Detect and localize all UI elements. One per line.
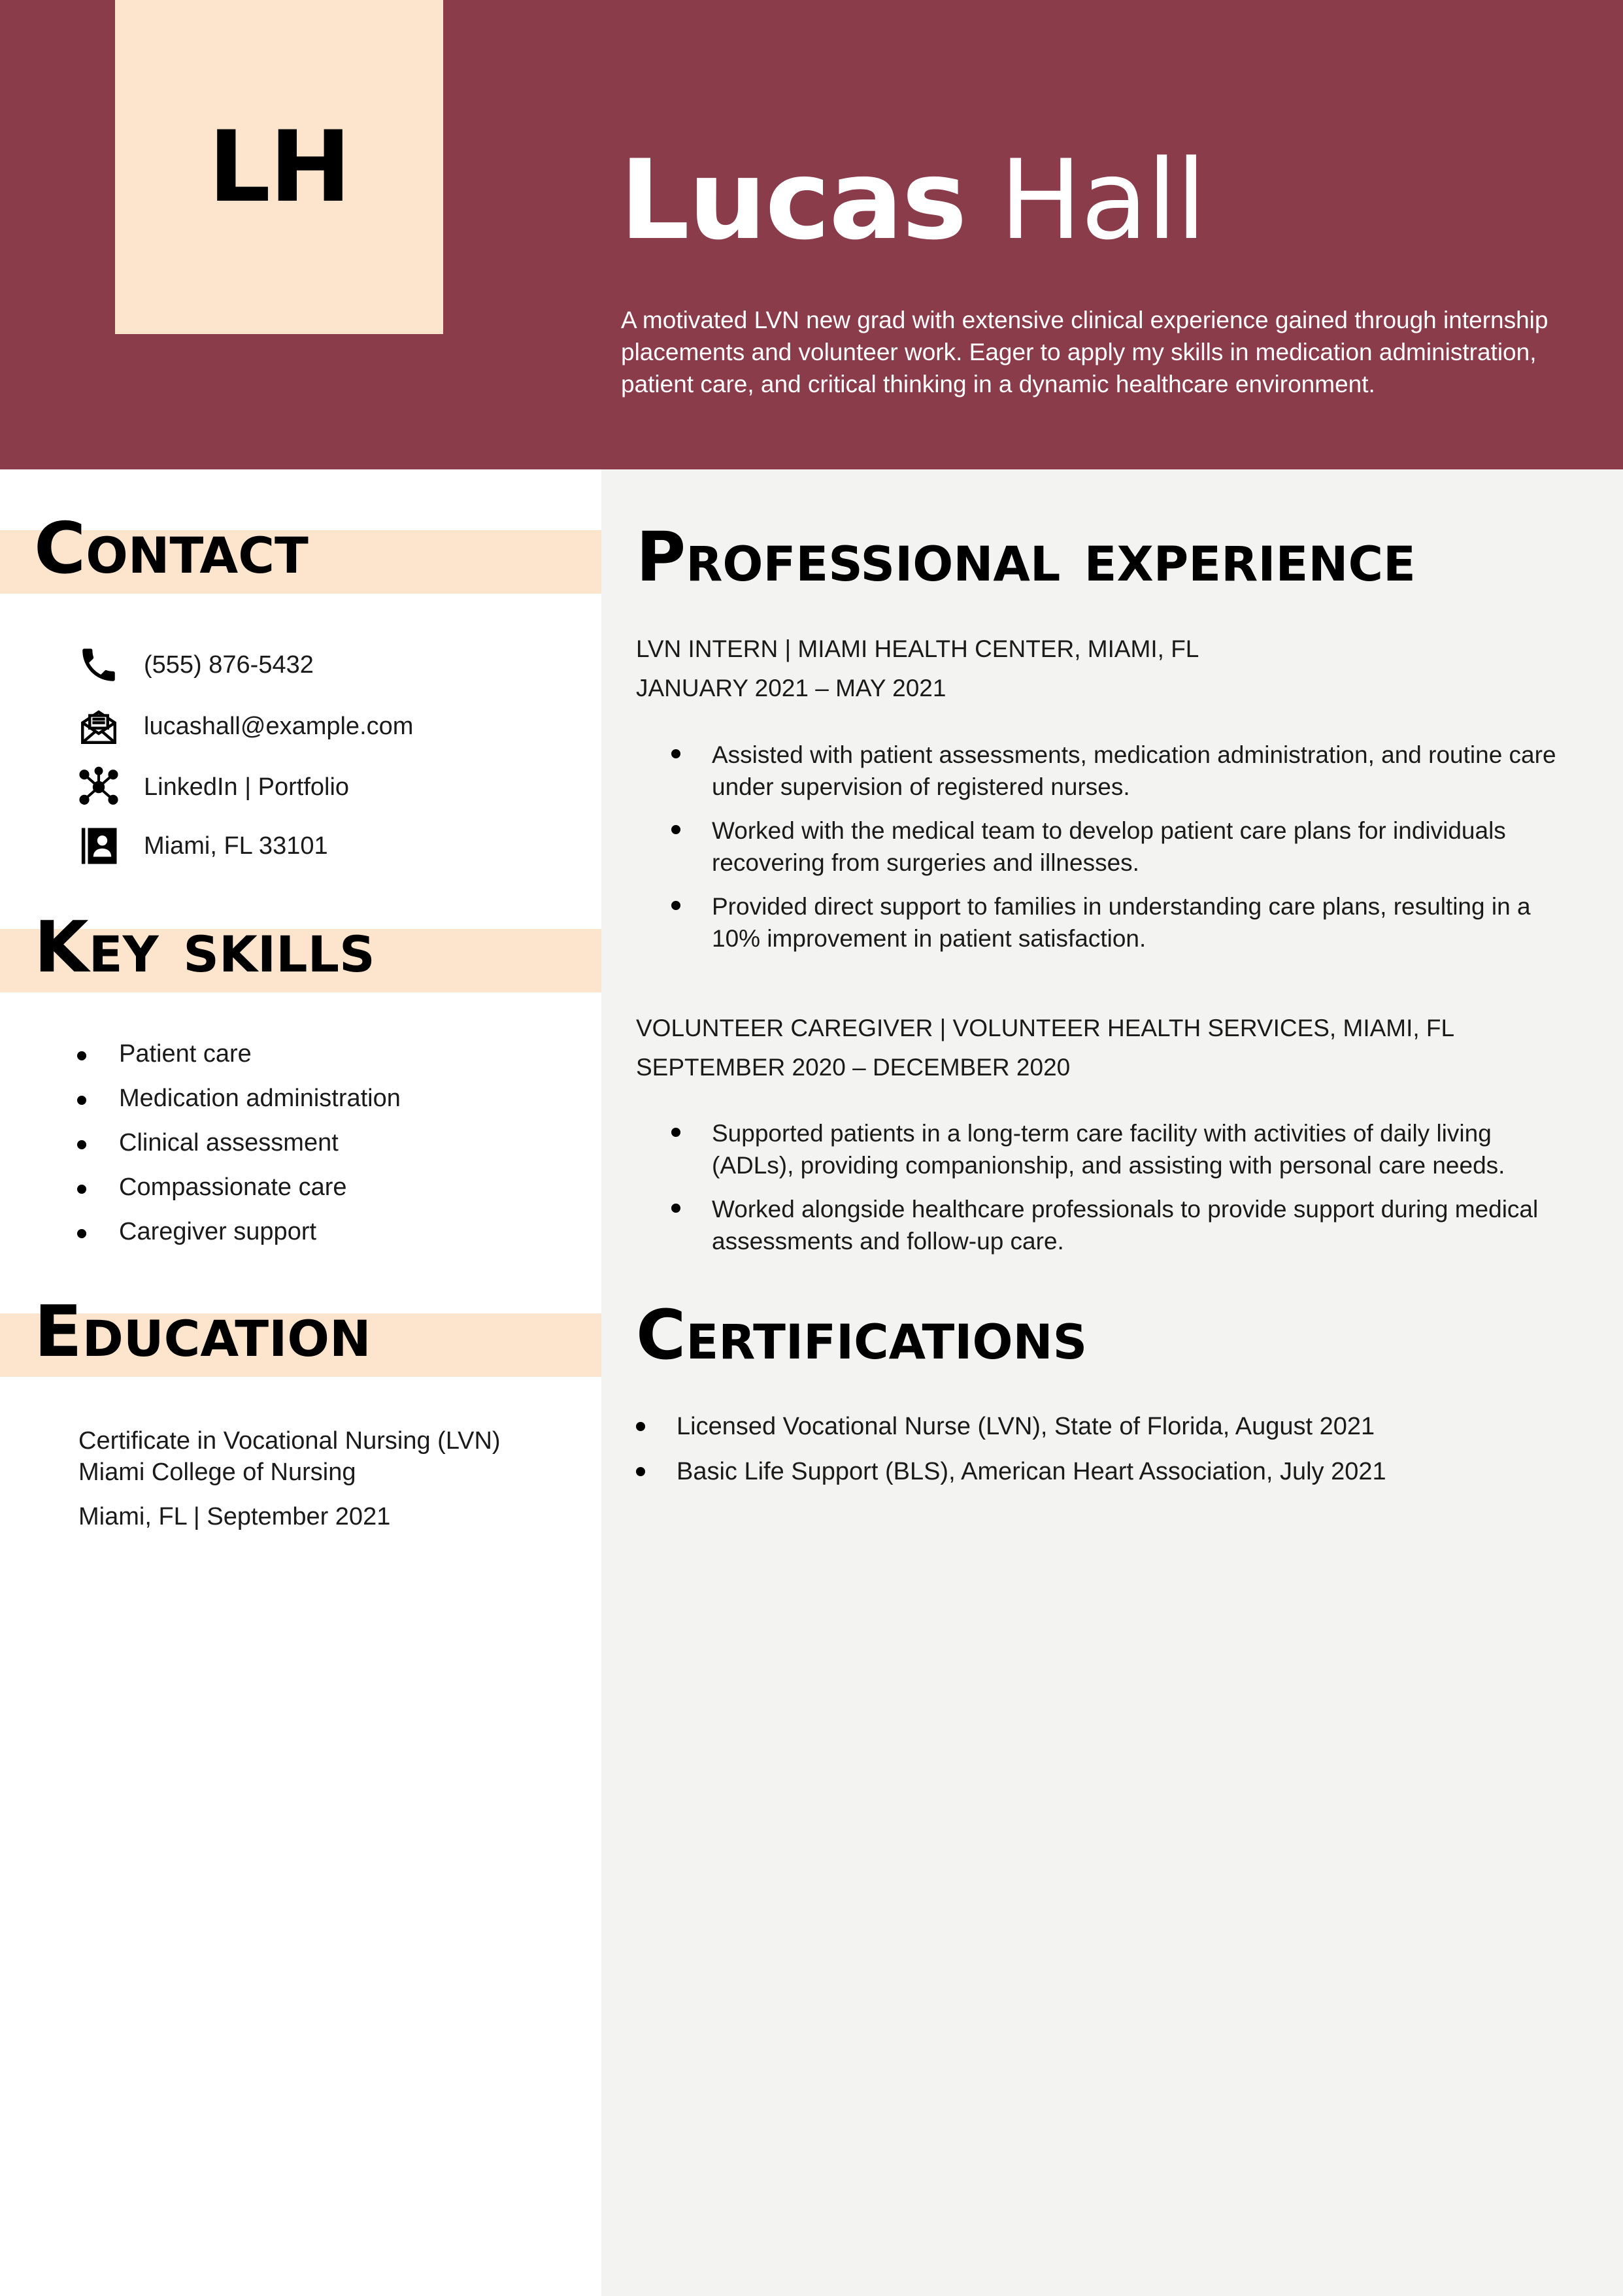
profile-summary: A motivated LVN new grad with extensive clinical experience gained through internship placements and volunteer work. Eager to apply my skills in medication administration, patient care, and critical thinking in a dynamic healthcare environment. <box>621 307 1548 397</box>
contact-phone <box>77 645 314 684</box>
list-item: Clinical assessment <box>77 1129 401 1173</box>
monogram: LH <box>208 110 350 224</box>
first-name: Lucas <box>620 136 966 264</box>
education-location-date: Miami, FL | September 2021 <box>78 1503 391 1530</box>
job-2-dates: SEPTEMBER 2020 – DECEMBER 2020 <box>636 1054 1071 1081</box>
experience-title: Professional experience <box>636 517 1416 597</box>
certifications-title: Certifications <box>636 1295 1088 1375</box>
job-1-dates: JANUARY 2021 – MAY 2021 <box>636 675 946 701</box>
contact-card-icon <box>77 824 120 868</box>
job-2-role: VOLUNTEER CAREGIVER | VOLUNTEER HEALTH SERVICES, MIAMI, FL <box>636 1015 1455 1041</box>
list-item: Basic Life Support (BLS), American Heart Association, July 2021 <box>636 1456 1590 1488</box>
list-item: Provided direct support to families in understanding care plans, resulting in a 10% improvement in patient satisfaction. <box>636 890 1577 954</box>
contact-email <box>77 707 413 746</box>
job-1-bullets <box>636 739 1577 966</box>
contact-links <box>77 768 349 807</box>
skills-heading-band <box>0 907 601 992</box>
list-item: Worked alongside healthcare professionals to provide support during medical assessments and follow-up care. <box>636 1193 1577 1257</box>
contact-title: Contact <box>34 508 309 590</box>
education-heading-band <box>0 1291 601 1377</box>
list-item: Caregiver support <box>77 1218 401 1262</box>
last-name: Hall <box>999 136 1205 264</box>
links-text[interactable]: LinkedIn | Portfolio <box>144 773 350 801</box>
contact-location <box>77 826 328 866</box>
list-item: Licensed Vocational Nurse (LVN), State of Florida, August 2021 <box>636 1411 1590 1443</box>
envelope-icon <box>77 705 120 748</box>
job-1-header <box>636 630 1199 708</box>
list-item: Medication administration <box>77 1085 401 1129</box>
job-2-bullets <box>636 1117 1577 1269</box>
education-school: Miami College of Nursing <box>78 1459 356 1486</box>
phone-text[interactable]: (555) 876-5432 <box>144 650 314 679</box>
email-text[interactable]: lucashall@example.com <box>144 712 414 740</box>
education-entry <box>78 1425 501 1532</box>
education-title: Education <box>34 1291 371 1373</box>
network-icon <box>77 766 120 809</box>
location-text: Miami, FL 33101 <box>144 832 328 860</box>
list-item: Worked with the medical team to develop patient care plans for individuals recovering from surgeries and illnesses. <box>636 815 1577 879</box>
list-item: Compassionate care <box>77 1173 401 1218</box>
skills-title: Key skills <box>34 907 375 988</box>
header-banner <box>0 0 1623 469</box>
job-2-header <box>636 1009 1454 1087</box>
skills-list <box>77 1040 401 1262</box>
job-1-role: LVN INTERN | MIAMI HEALTH CENTER, MIAMI, FL <box>636 635 1199 662</box>
monogram-box <box>115 0 443 334</box>
phone-icon <box>77 643 120 686</box>
contact-heading-band <box>0 508 601 594</box>
certifications-list <box>636 1411 1590 1501</box>
list-item: Patient care <box>77 1040 401 1085</box>
list-item: Assisted with patient assessments, medication administration, and routine care under supervision of registered nurses. <box>636 739 1577 803</box>
education-degree: Certificate in Vocational Nursing (LVN) <box>78 1427 501 1455</box>
full-name <box>620 136 1205 264</box>
list-item: Supported patients in a long-term care facility with activities of daily living (ADLs), providing companionship, and assisting with personal care needs. <box>636 1117 1577 1181</box>
